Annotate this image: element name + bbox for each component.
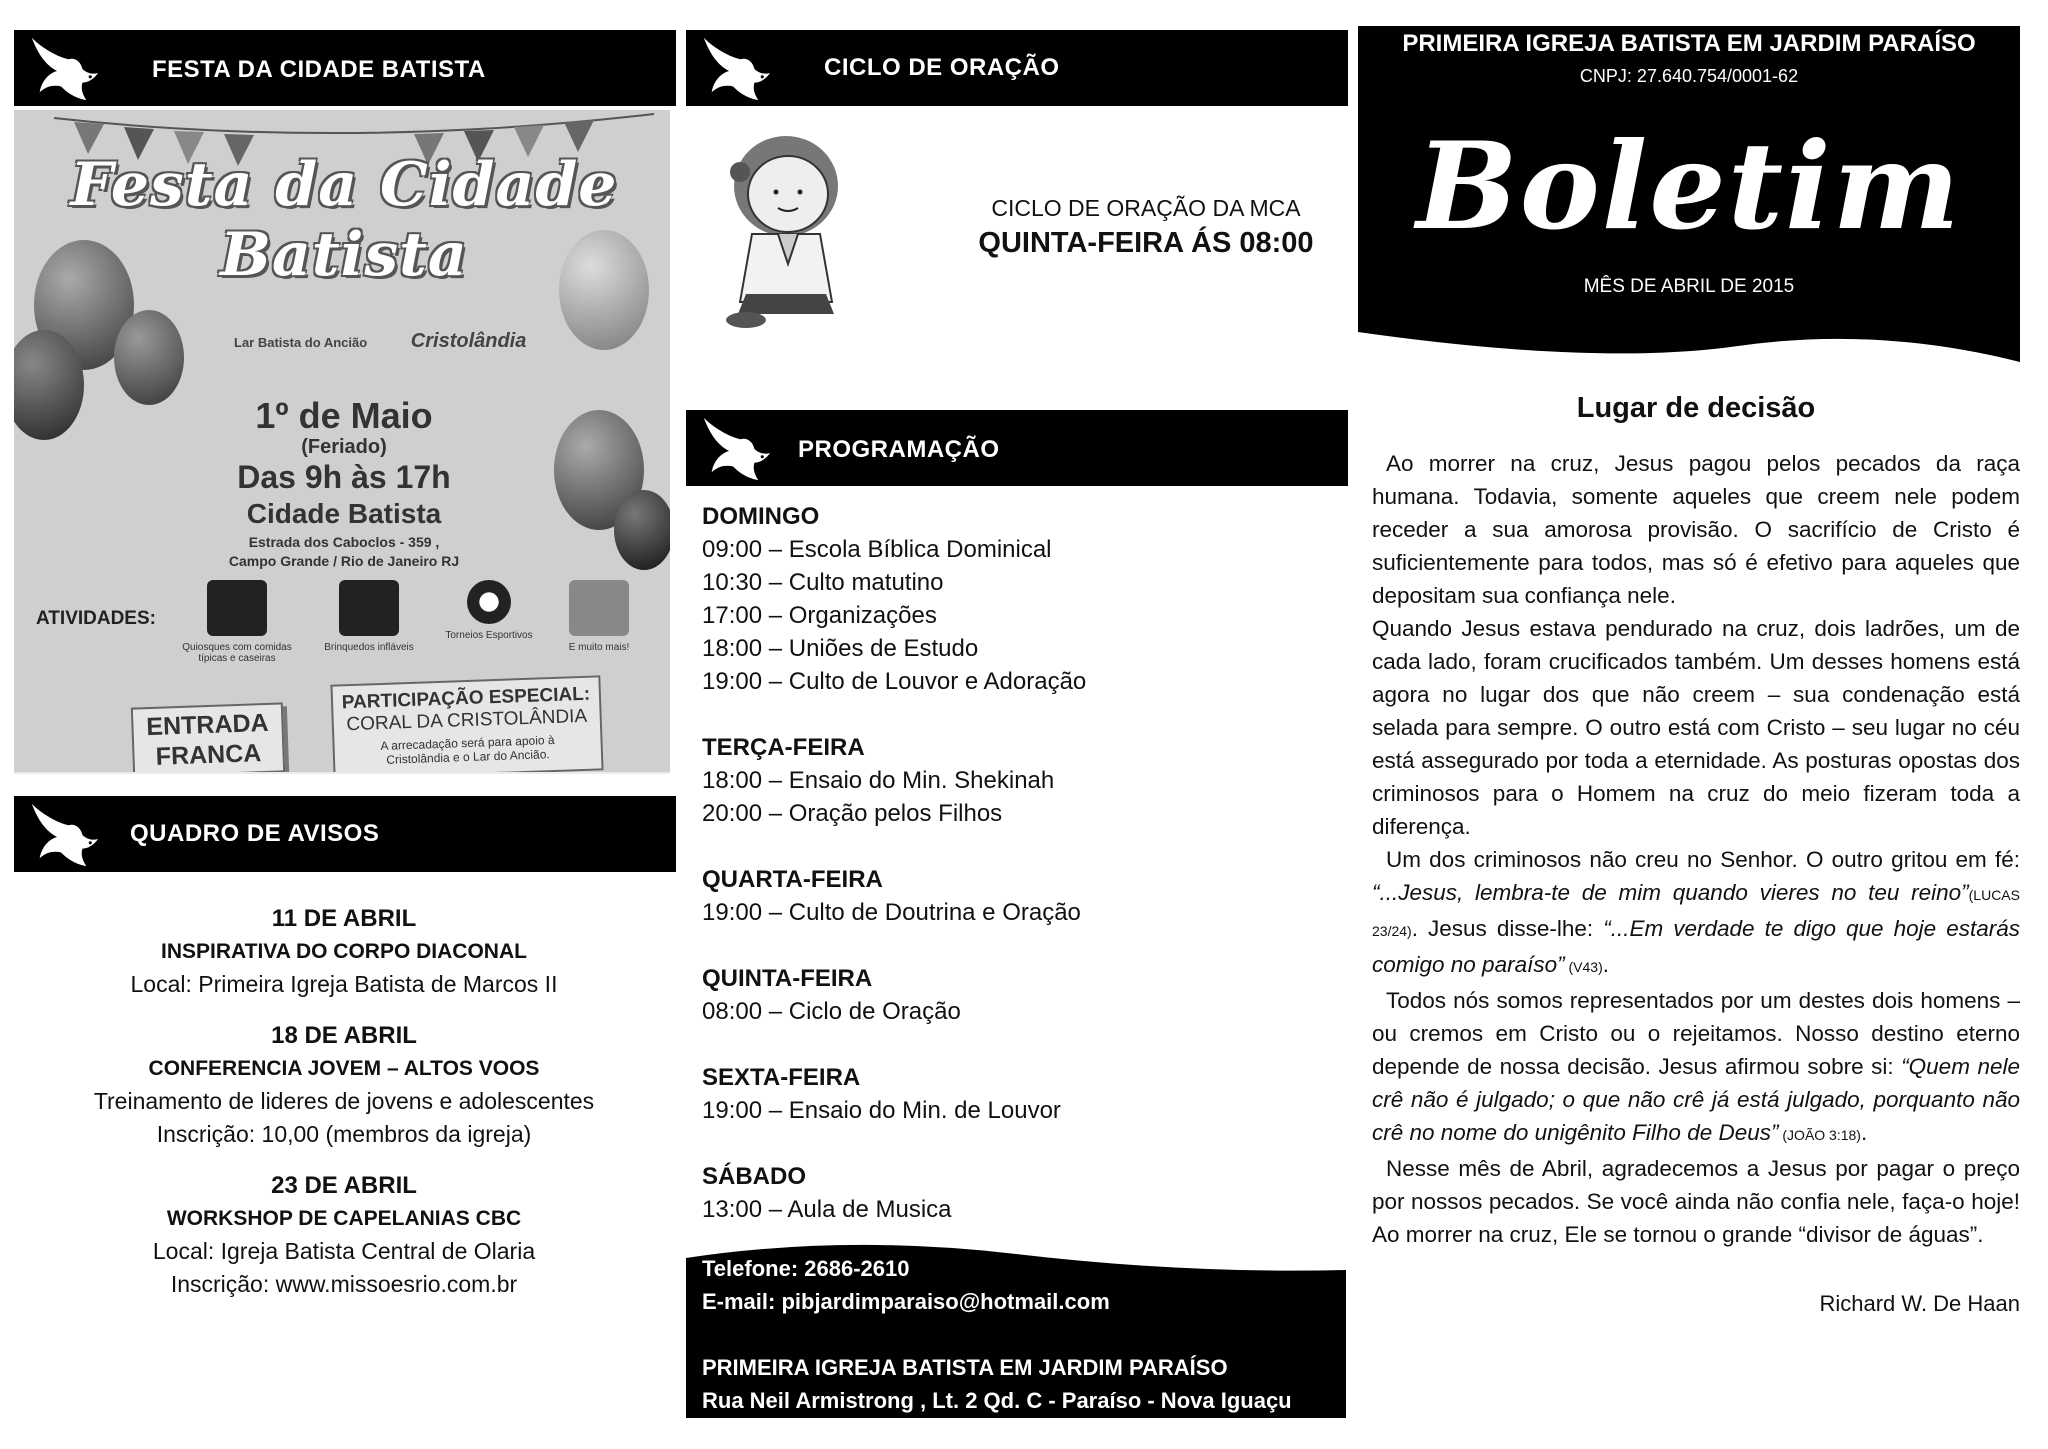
participacao-especial: PARTICIPAÇÃO ESPECIAL: CORAL DA CRISTOLÂNDIA A arrecadação será para apoio à Cristolândia e o Lar do Ancião.: [330, 675, 603, 774]
poster-hours: Das 9h às 17h: [237, 459, 451, 495]
activity-item: Brinquedos infláveis: [314, 580, 424, 653]
article-paragraph: Nesse mês de Abril, agradecemos a Jesus por pagar o preço por nossos pecados. Se você ainda não confia nele, faça-o hoje! Ao morrer na cruz, Ele se tornou o grande “divisor de águas”.: [1372, 1156, 2020, 1247]
activity-item: E muito mais!: [544, 580, 654, 653]
program-item: 18:00 – Uniões de Estudo: [702, 635, 979, 662]
program-day: [702, 863, 1342, 929]
aviso-date: 23 DE ABRIL: [271, 1172, 417, 1199]
ciclo-line1: CICLO DE ORAÇÃO DA MCA: [991, 195, 1301, 221]
masthead-church: PRIMEIRA IGREJA BATISTA EM JARDIM PARAÍSO: [1402, 30, 1976, 57]
program-day: [702, 500, 1342, 698]
aviso-event: INSPIRATIVA DO CORPO DIACONAL: [161, 940, 527, 963]
slide-icon: [339, 580, 399, 636]
program-day: [702, 1061, 1342, 1127]
program-item: 20:00 – Oração pelos Filhos: [702, 800, 1003, 827]
program-item: 10:30 – Culto matutino: [702, 569, 944, 596]
day-title: DOMINGO: [702, 503, 820, 530]
entrada-franca-badge: ENTRADA FRANCA: [131, 702, 285, 774]
dove-icon: [696, 412, 774, 486]
program-item: 19:00 – Culto de Louvor e Adoração: [702, 668, 1087, 695]
festa-header-title: FESTA DA CIDADE BATISTA: [152, 56, 486, 83]
festa-header: [14, 30, 676, 106]
ciclo-header: [686, 30, 1348, 106]
contact-phone: Telefone: 2686-2610: [702, 1256, 910, 1281]
masthead-title: Boletim: [1416, 116, 1962, 257]
poster-address1: Estrada dos Caboclos - 359 ,: [248, 534, 440, 550]
aviso-line: Local: Primeira Igreja Batista de Marcos II: [130, 971, 558, 997]
contact-box: [686, 1240, 1346, 1418]
aviso-item: [14, 902, 674, 1001]
program-day: [702, 1160, 1342, 1226]
praying-girl-illustration: [716, 124, 856, 334]
contact-church: PRIMEIRA IGREJA BATISTA EM JARDIM PARAÍSO: [702, 1355, 1228, 1380]
aviso-date: 18 DE ABRIL: [271, 1022, 417, 1049]
program-item: 08:00 – Ciclo de Oração: [702, 998, 961, 1025]
masthead-cnpj: CNPJ: 27.640.754/0001-62: [1579, 66, 1799, 86]
article-paragraph: Ao morrer na cruz, Jesus pagou pelos pecados da raça humana. Todavia, somente aqueles que creem nele podem receder a sua amorosa provisão. O sacrifício de Cristo é suficientemente para todos, mas só é efetivo para aqueles que depositam sua confiança nele.: [1372, 451, 2020, 608]
activity-item: Torneios Esportivos: [434, 580, 544, 641]
dove-icon: [24, 798, 102, 872]
activities-label: ATIVIDADES:: [36, 608, 156, 629]
contact-text: [702, 1252, 1292, 1417]
aviso-item: [14, 1019, 674, 1151]
program-item: 13:00 – Aula de Musica: [702, 1196, 952, 1223]
program-item: 19:00 – Culto de Doutrina e Oração: [702, 899, 1081, 926]
day-title: QUARTA-FEIRA: [702, 866, 883, 893]
day-title: SÁBADO: [702, 1163, 807, 1190]
programacao-header-title: PROGRAMAÇÃO: [798, 436, 1000, 463]
poster-date: 1º de Maio: [255, 395, 433, 436]
aviso-event: CONFERENCIA JOVEM – ALTOS VOOS: [148, 1057, 540, 1080]
balloon: [614, 490, 670, 570]
day-title: SEXTA-FEIRA: [702, 1064, 861, 1091]
ciclo-header-title: CICLO DE ORAÇÃO: [824, 54, 1060, 81]
balloon: [114, 310, 184, 405]
program-item: 09:00 – Escola Bíblica Dominical: [702, 536, 1052, 563]
poster-top-logos: [234, 330, 526, 353]
article-title: Lugar de decisão: [1576, 392, 1816, 424]
poster-event-info: [164, 396, 524, 570]
avisos-list: [14, 902, 674, 1319]
activity-item: Quiosques com comidas típicas e caseiras: [182, 580, 292, 664]
poster-address2: Campo Grande / Rio de Janeiro RJ: [228, 553, 460, 569]
contact-address: Rua Neil Armistrong , Lt. 2 Qd. C - Paraíso - Nova Iguaçu: [702, 1388, 1292, 1413]
cristolandia-logo: Cristolândia: [410, 330, 527, 352]
poster-title: Festa da Cidade Batista: [70, 150, 618, 290]
avisos-header: [14, 796, 676, 872]
festa-poster: [14, 110, 670, 774]
day-title: TERÇA-FEIRA: [702, 734, 865, 761]
masthead-month: MÊS DE ABRIL DE 2015: [1583, 276, 1795, 297]
boletim-masthead: [1358, 26, 2020, 362]
article-paragraph: Todos nós somos representados por um destes dois homens – ou cremos em Cristo ou o rejeitamos. Nosso destino eterno depende de nossa decisão. Jesus afirmou sobre si: “Quem nele crê não é julgado; o que não crê já está julgado, porquanto não crê no nome do unigênito Filho de Deus” (JOÃO 3:18).: [1372, 988, 2020, 1145]
avisos-header-title: QUADRO DE AVISOS: [130, 820, 380, 847]
aviso-line: Treinamento de lideres de jovens e adolescentes: [93, 1088, 595, 1114]
aviso-line: Inscrição: 10,00 (membros da igreja): [156, 1121, 532, 1147]
ciclo-info: [906, 192, 1386, 262]
soccer-ball-icon: [467, 580, 511, 624]
programacao-header: [686, 410, 1348, 486]
dove-icon: [24, 32, 102, 106]
program-item: 18:00 – Ensaio do Min. Shekinah: [702, 767, 1055, 794]
aviso-item: [14, 1169, 674, 1301]
contact-email: E-mail: pibjardimparaiso@hotmail.com: [702, 1289, 1110, 1314]
aviso-line: Inscrição: www.missoesrio.com.br: [170, 1271, 518, 1297]
people-icon: [569, 580, 629, 636]
program-day: [702, 962, 1342, 1028]
aviso-date: 11 DE ABRIL: [271, 905, 417, 932]
article-author: Richard W. De Haan: [1819, 1291, 2020, 1316]
aviso-event: WORKSHOP DE CAPELANIAS CBC: [166, 1207, 522, 1230]
lar-batista-logo: Lar Batista do Ancião: [234, 335, 368, 350]
program-item: 17:00 – Organizações: [702, 602, 937, 629]
dove-icon: [696, 32, 774, 106]
poster-holiday: (Feriado): [301, 436, 387, 458]
ciclo-line2: QUINTA-FEIRA ÁS 08:00: [978, 227, 1314, 259]
program-item: 19:00 – Ensaio do Min. de Louvor: [702, 1097, 1061, 1124]
day-title: QUINTA-FEIRA: [702, 965, 873, 992]
article-paragraph: Um dos criminosos não creu no Senhor. O outro gritou em fé: “...Jesus, lembra-te de mim quando vieres no teu reino”(LUCAS 23/24). Jesus disse-lhe: “...Em verdade te digo que hoje estarás comigo no paraíso” (V43).: [1372, 847, 2021, 977]
poster-place: Cidade Batista: [246, 498, 442, 529]
devotional-article: [1372, 392, 2020, 1317]
programacao-list: [702, 500, 1342, 1259]
kiosk-icon: [207, 580, 267, 636]
program-day: [702, 731, 1342, 830]
aviso-line: Local: Igreja Batista Central de Olaria: [152, 1238, 536, 1264]
poster-sponsors: [14, 772, 670, 774]
article-paragraph: Quando Jesus estava pendurado na cruz, dois ladrões, um de cada lado, foram crucificados também. Um desses homens está agora no lugar dos que não creem – sua condenação está selada para sempre. O outro está com Cristo – seu lugar no céu está assegurado por toda a eternidade. As posturas opostas dos criminosos para o Homem na cruz do meio fizeram toda a diferença.: [1372, 616, 2020, 839]
